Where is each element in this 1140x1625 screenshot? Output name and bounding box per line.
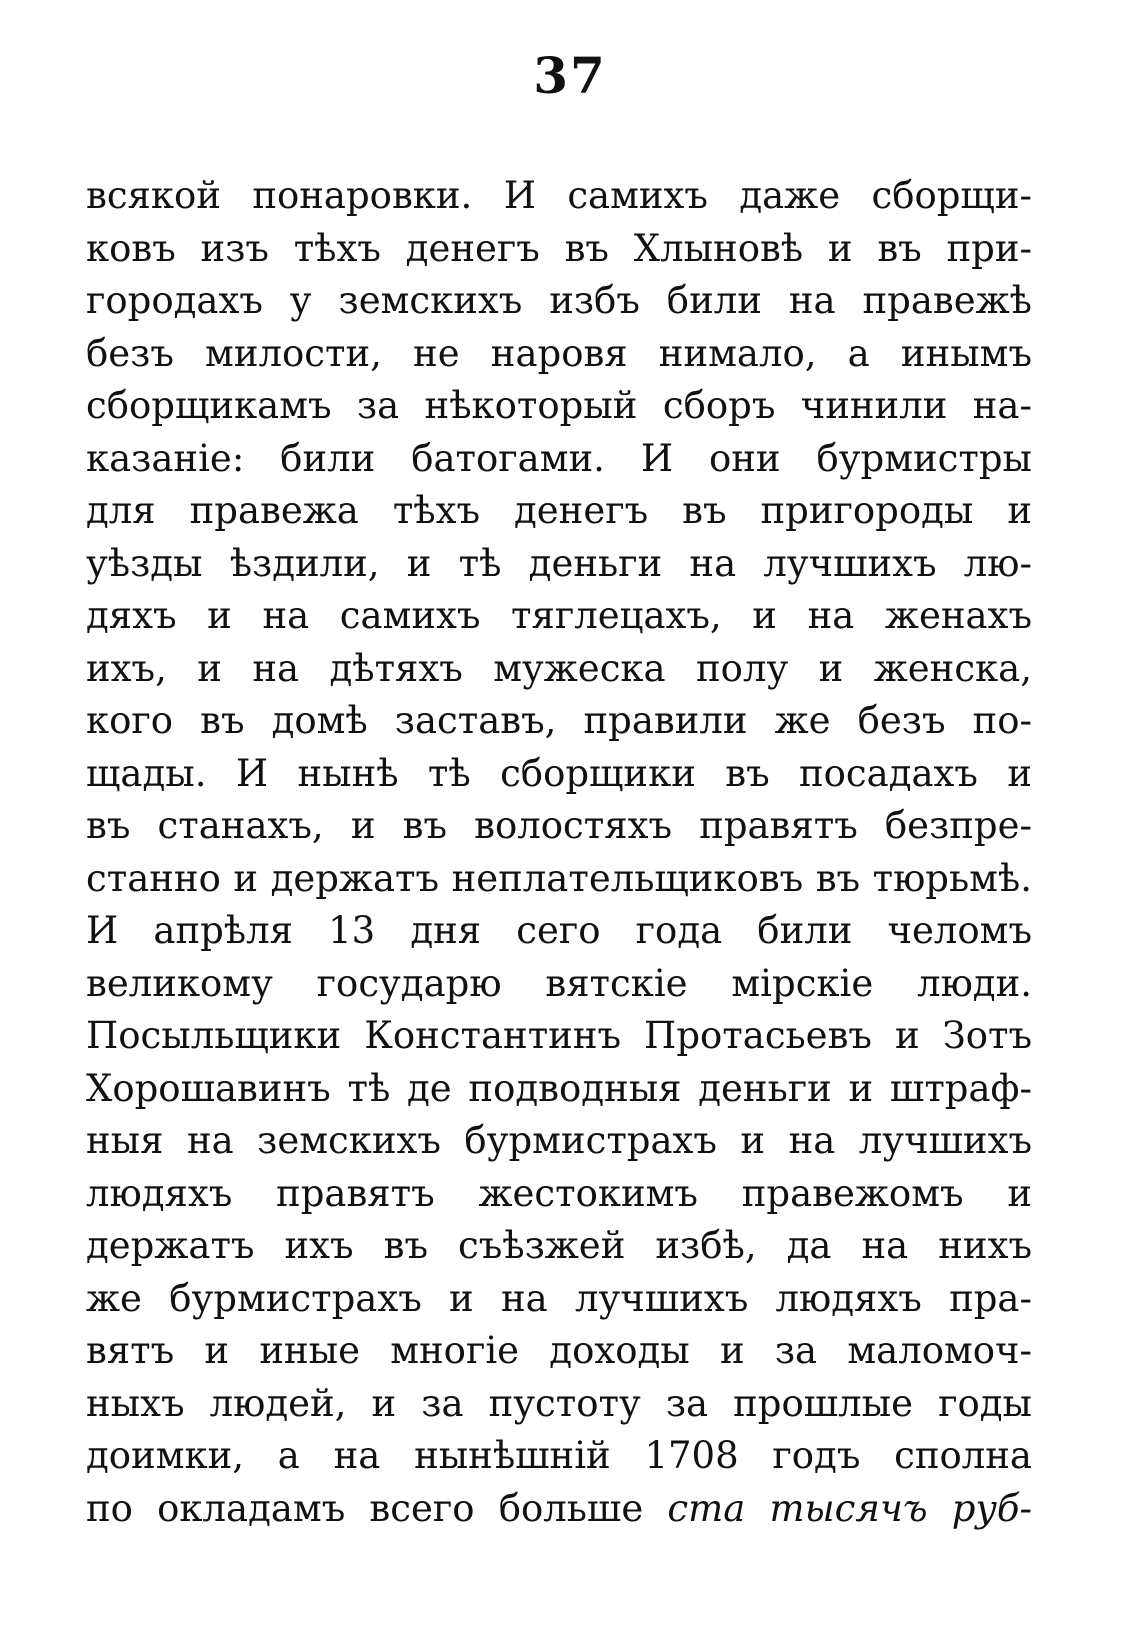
- text-line: щады. И нынѣ тѣ сборщики въ посадахъ и: [86, 751, 1032, 795]
- text-line: сборщикамъ за нѣкоторый сборъ чинили на-: [86, 384, 1032, 427]
- text-line: всякой понаровки. И самихъ даже сборщи-: [86, 174, 1032, 217]
- text-line: уѣзды ѣздили, и тѣ деньги на лучшихъ лю-: [86, 541, 1032, 585]
- text-line: Посыльщики Константинъ Протасьевъ и Зотъ: [86, 1014, 1032, 1057]
- text-line: безъ милости, не наровя нимало, а инымъ: [86, 331, 1032, 375]
- text-line: для правежа тѣхъ денегъ въ пригороды и: [86, 489, 1032, 532]
- text-line: Хорошавинъ тѣ де подводныя деньги и штраф-: [86, 1066, 1032, 1110]
- text-line: кого въ домѣ заставъ, правили же безъ по-: [86, 699, 1032, 742]
- text-line: ныя на земскихъ бурмистрахъ и на лучшихъ: [86, 1119, 1032, 1162]
- text-line: же бурмистрахъ и на лучшихъ людяхъ пра-: [86, 1276, 1032, 1320]
- last-line-italic: ста тысячъ руб-: [667, 1486, 1032, 1530]
- text-line: станно и держатъ неплательщиковъ въ тюрьмѣ.: [86, 856, 1032, 900]
- text-line: доимки, а на нынѣшній 1708 годъ сполна: [86, 1434, 1032, 1477]
- text-line: И апрѣля 13 дня сего года били челомъ: [86, 909, 1032, 952]
- text-line: ковъ изъ тѣхъ денегъ въ Хлыновѣ и въ при-: [86, 226, 1032, 270]
- text-line: вятъ и иные многіе доходы и за маломоч-: [86, 1329, 1032, 1372]
- text-line: держатъ ихъ въ съѣзжей избѣ, да на нихъ: [86, 1224, 1032, 1267]
- text-line: въ станахъ, и въ волостяхъ правятъ безпре-: [86, 804, 1032, 847]
- text-line: великому государю вятскіе мірскіе люди.: [86, 961, 1032, 1005]
- page-number: 37: [533, 46, 607, 105]
- body-text: [86, 170, 1032, 1535]
- text-line: дяхъ и на самихъ тяглецахъ, и на женахъ: [86, 594, 1032, 637]
- text-line: казаніе: били батогами. И они бурмистры: [86, 436, 1032, 480]
- last-line-regular: по окладамъ всего больше: [86, 1486, 644, 1530]
- text-line: городахъ у земскихъ избъ били на правежѣ: [86, 279, 1032, 322]
- text-line: ихъ, и на дѣтяхъ мужеска полу и женска,: [86, 646, 1032, 690]
- text-line-last: [86, 1483, 1032, 1536]
- text-line: ныхъ людей, и за пустоту за прошлые годы: [86, 1381, 1032, 1425]
- text-line: людяхъ правятъ жестокимъ правежомъ и: [86, 1171, 1032, 1215]
